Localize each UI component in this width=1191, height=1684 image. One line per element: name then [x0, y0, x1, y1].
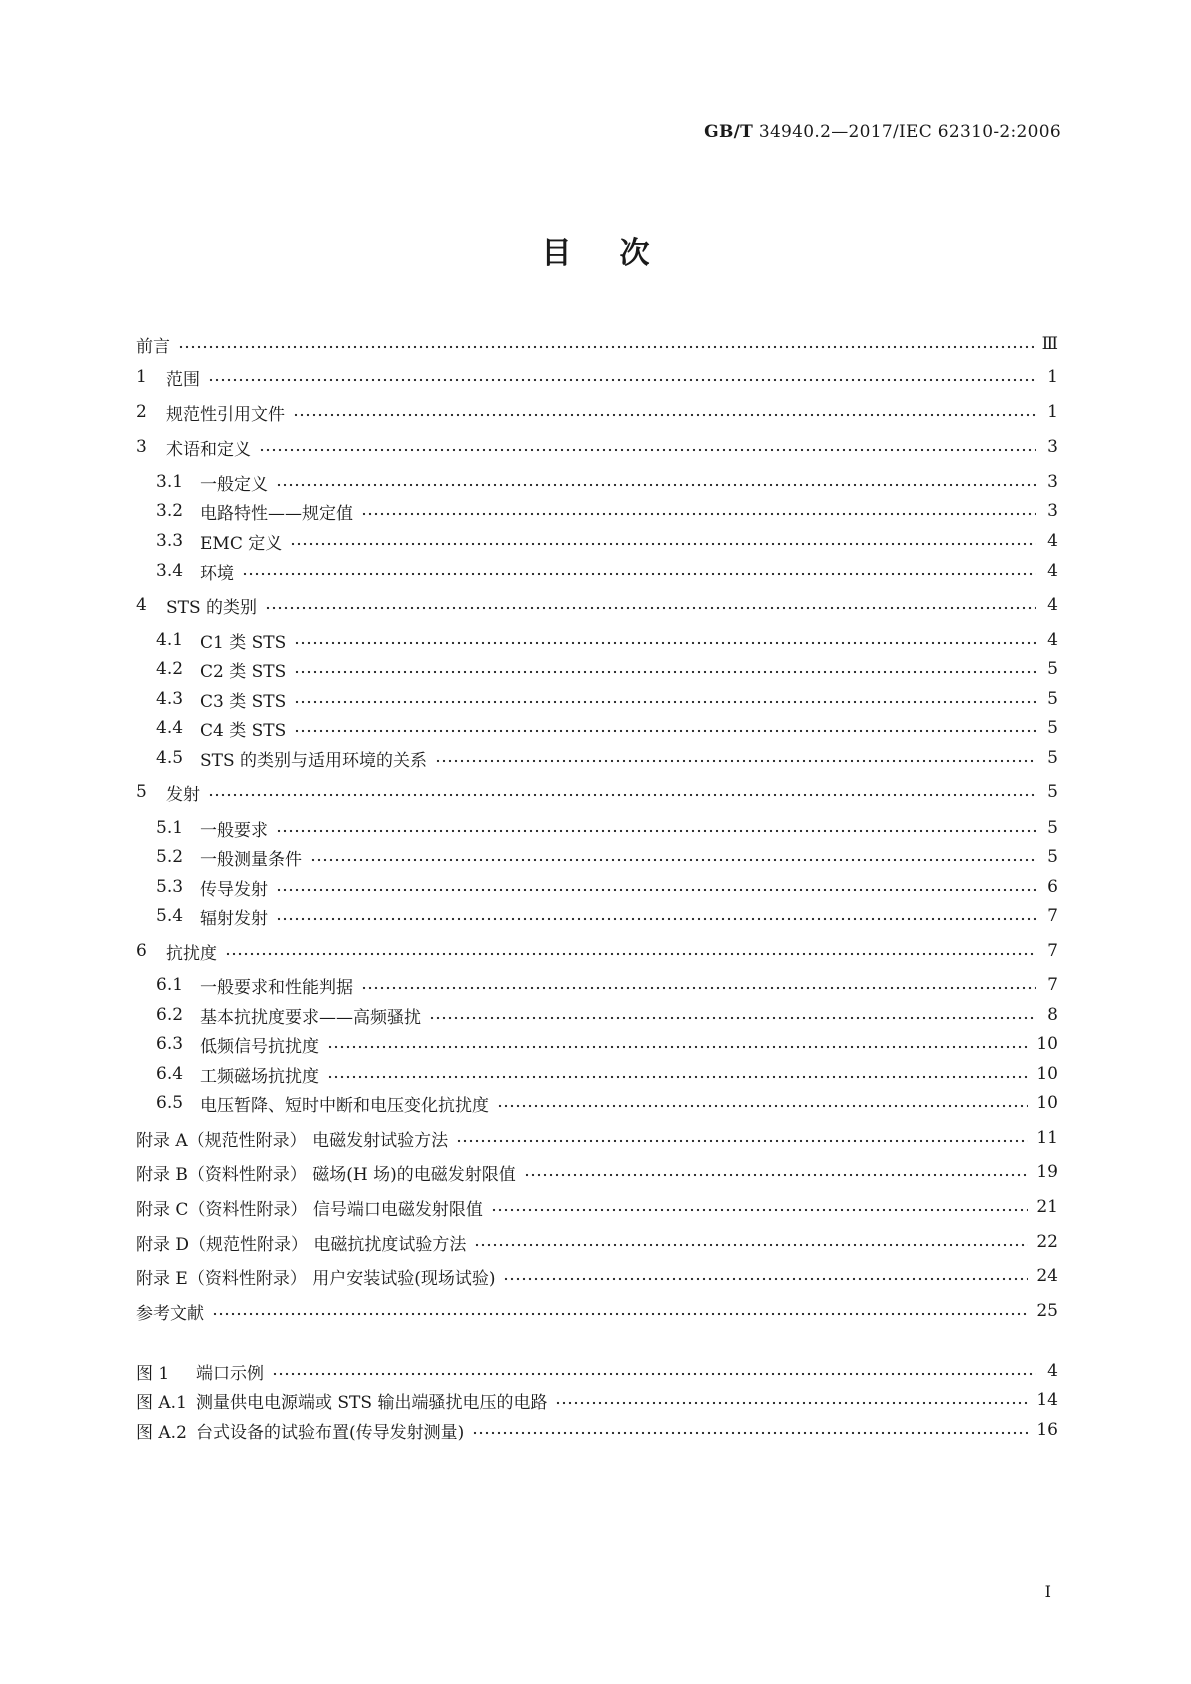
toc-entry[interactable] [136, 435, 1058, 459]
toc-entry[interactable] [156, 1003, 1058, 1027]
figure-page: 14 [1036, 1390, 1058, 1410]
toc-entry-page: 4 [1047, 531, 1058, 551]
toc-entry-page: 5 [1047, 659, 1058, 679]
toc-entry-number: 4 [136, 595, 147, 615]
toc-entry[interactable] [136, 400, 1058, 424]
dot-leader [294, 700, 1036, 704]
toc-entry-label: STS 的类别 [166, 597, 258, 618]
toc-entry-label: C3 类 STS [200, 691, 287, 712]
toc-entry[interactable] [156, 1091, 1058, 1115]
dot-leader [294, 670, 1036, 674]
toc-entry-number: 6.1 [156, 975, 184, 995]
toc-entry-page: 5 [1047, 748, 1058, 768]
dot-leader [294, 729, 1036, 733]
toc-entry-page: 7 [1047, 941, 1058, 961]
toc-entry[interactable] [156, 746, 1058, 770]
dot-leader [276, 888, 1036, 892]
toc-entry-page: 7 [1047, 975, 1058, 995]
toc-entry[interactable] [136, 1160, 1058, 1184]
toc-entry[interactable] [156, 529, 1058, 553]
dot-leader [276, 829, 1036, 833]
toc-entry[interactable] [156, 687, 1058, 711]
standard-number-header [704, 122, 1061, 142]
toc-entry-label: 规范性引用文件 [166, 404, 285, 425]
toc-entry-number: 4.4 [156, 718, 184, 738]
dot-leader [294, 641, 1036, 645]
toc-entry-label: C2 类 STS [200, 661, 287, 682]
toc-entry[interactable] [156, 1062, 1058, 1086]
toc-entry-page: 3 [1047, 472, 1058, 492]
toc-entry-number: 4.5 [156, 748, 184, 768]
dot-leader [503, 1277, 1028, 1281]
dot-leader [456, 1139, 1028, 1143]
page-number: I [1044, 1582, 1051, 1601]
toc-entry-label: 工频磁场抗扰度 [200, 1066, 319, 1087]
figure-number: 图 A.1 [136, 1392, 187, 1413]
dot-leader [293, 413, 1036, 417]
toc-entry-label: 辐射发射 [200, 908, 268, 929]
toc-entry-number: 6.3 [156, 1034, 184, 1054]
toc-entry-label: 电路特性——规定值 [200, 503, 353, 524]
toc-entry-label: EMC 定义 [200, 533, 283, 554]
toc-entry-number: 3.1 [156, 472, 184, 492]
toc-entry-label: 低频信号抗扰度 [200, 1036, 319, 1057]
toc-entry-page: 4 [1047, 595, 1058, 615]
figure-title: 端口示例 [196, 1363, 264, 1384]
figure-page: 16 [1036, 1420, 1058, 1440]
toc-entry[interactable] [156, 845, 1058, 869]
figure-page: 4 [1047, 1361, 1058, 1381]
toc-entry-page: 1 [1047, 367, 1058, 387]
toc-entry-label: C4 类 STS [200, 720, 287, 741]
dot-leader [474, 1243, 1028, 1247]
toc-entry-label: 一般要求 [200, 820, 268, 841]
toc-entry[interactable] [156, 470, 1058, 494]
toc-entry-page: 10 [1036, 1064, 1058, 1084]
toc-entry-label: STS 的类别与适用环境的关系 [200, 750, 428, 771]
toc-entry[interactable] [156, 904, 1058, 928]
toc-entry-page: 24 [1036, 1266, 1058, 1286]
toc-entry-label: 一般要求和性能判据 [200, 977, 353, 998]
dot-leader [435, 759, 1036, 763]
toc-entry-label: 附录 E（资料性附录） 用户安装试验(现场试验) [136, 1268, 496, 1289]
toc-entry-label: 基本抗扰度要求——高频骚扰 [200, 1007, 421, 1028]
toc-entry-number: 6.2 [156, 1005, 184, 1025]
toc-entry[interactable] [136, 365, 1058, 389]
dot-leader [178, 345, 1034, 349]
toc-entry[interactable] [156, 816, 1058, 840]
dot-leader [327, 1045, 1028, 1049]
toc-entry[interactable] [156, 559, 1058, 583]
dot-leader [276, 917, 1036, 921]
toc-entry-page: 4 [1047, 561, 1058, 581]
toc-entry-number: 5.2 [156, 847, 184, 867]
toc-entry[interactable] [136, 1264, 1058, 1288]
figure-number: 图 A.2 [136, 1422, 187, 1443]
toc-entry-page: 5 [1047, 847, 1058, 867]
toc-entry[interactable] [156, 628, 1058, 652]
toc-entry[interactable] [136, 939, 1058, 963]
toc-entry[interactable] [156, 657, 1058, 681]
toc-entry-label: C1 类 STS [200, 632, 287, 653]
toc-entry-page: 5 [1047, 782, 1058, 802]
toc-entry-number: 6.5 [156, 1093, 184, 1113]
toc-entry-number: 4.2 [156, 659, 184, 679]
toc-entry-label: 环境 [200, 563, 234, 584]
toc-entry-number: 2 [136, 402, 147, 422]
toc-entry-label: 附录 A（规范性附录） 电磁发射试验方法 [136, 1130, 449, 1151]
dot-leader [242, 572, 1036, 576]
dot-leader [225, 952, 1036, 956]
figure-number: 图 1 [136, 1363, 170, 1384]
dot-leader [272, 1372, 1036, 1376]
toc-entry-label: 传导发射 [200, 879, 268, 900]
toc-entry-label: 范围 [166, 369, 200, 390]
toc-entry-number: 3.3 [156, 531, 184, 551]
toc-entry[interactable] [136, 1195, 1058, 1219]
figure-list-entry[interactable] [136, 1359, 1058, 1383]
toc-entry[interactable] [136, 332, 1058, 356]
toc-entry-label: 一般定义 [200, 474, 268, 495]
toc-entry-number: 3.4 [156, 561, 184, 581]
toc-entry-label: 附录 C（资料性附录） 信号端口电磁发射限值 [136, 1199, 483, 1220]
toc-entry-page: Ⅲ [1041, 334, 1058, 354]
toc-entry[interactable] [136, 1230, 1058, 1254]
toc-entry-page: 3 [1047, 501, 1058, 521]
toc-entry-number: 6.4 [156, 1064, 184, 1084]
toc-entry-number: 6 [136, 941, 147, 961]
dot-leader [290, 542, 1036, 546]
toc-entry-label: 发射 [166, 784, 200, 805]
toc-entry-number: 5.3 [156, 877, 184, 897]
toc-entry-number: 4.3 [156, 689, 184, 709]
dot-leader [524, 1173, 1029, 1177]
page-title: 目次 [541, 236, 698, 271]
toc-entry[interactable] [136, 593, 1058, 617]
toc-entry[interactable] [156, 499, 1058, 523]
dot-leader [265, 606, 1036, 610]
toc-entry-page: 7 [1047, 906, 1058, 926]
toc-entry-number: 3.2 [156, 501, 184, 521]
dot-leader [361, 512, 1036, 516]
toc-entry-page: 10 [1036, 1093, 1058, 1113]
toc-entry[interactable] [136, 1126, 1058, 1150]
toc-entry[interactable] [136, 780, 1058, 804]
dot-leader [208, 793, 1036, 797]
toc-entry[interactable] [156, 716, 1058, 740]
toc-entry-label: 附录 B（资料性附录） 磁场(H 场)的电磁发射限值 [136, 1164, 516, 1185]
toc-entry-label: 电压暂降、短时中断和电压变化抗扰度 [200, 1095, 489, 1116]
toc-entry-label: 附录 D（规范性附录） 电磁抗扰度试验方法 [136, 1234, 467, 1255]
standard-code: GB/T [704, 122, 754, 142]
toc-entry[interactable] [156, 875, 1058, 899]
dot-leader [555, 1401, 1028, 1405]
standard-number: 34940.2—2017/IEC 62310-2:2006 [753, 122, 1061, 142]
dot-leader [208, 378, 1036, 382]
toc-entry-page: 11 [1036, 1128, 1058, 1148]
toc-entry-page: 8 [1047, 1005, 1058, 1025]
figure-list-entry[interactable] [136, 1388, 1058, 1412]
toc-entry-page: 3 [1047, 437, 1058, 457]
toc-entry-page: 5 [1047, 718, 1058, 738]
figure-title: 测量供电电源端或 STS 输出端骚扰电压的电路 [196, 1392, 548, 1413]
toc-entry-page: 21 [1036, 1197, 1058, 1217]
dot-leader [310, 858, 1036, 862]
dot-leader [497, 1104, 1028, 1108]
toc-entry-label: 参考文献 [136, 1303, 204, 1324]
toc-entry-page: 1 [1047, 402, 1058, 422]
dot-leader [472, 1431, 1028, 1435]
toc-entry-number: 3 [136, 437, 147, 457]
toc-entry-page: 5 [1047, 818, 1058, 838]
toc-entry-label: 一般测量条件 [200, 849, 302, 870]
toc-entry-number: 5.1 [156, 818, 184, 838]
dot-leader [429, 1016, 1036, 1020]
toc-entry-number: 4.1 [156, 630, 184, 650]
toc-entry-number: 5.4 [156, 906, 184, 926]
toc-entry-page: 25 [1036, 1301, 1058, 1321]
toc-entry-page: 10 [1036, 1034, 1058, 1054]
figure-title: 台式设备的试验布置(传导发射测量) [196, 1422, 465, 1443]
toc-entry-page: 19 [1036, 1162, 1058, 1182]
toc-entry-number: 5 [136, 782, 147, 802]
toc-entry[interactable] [136, 1299, 1058, 1323]
dot-leader [491, 1208, 1029, 1212]
dot-leader [212, 1312, 1028, 1316]
toc-entry-page: 5 [1047, 689, 1058, 709]
toc-entry-page: 22 [1036, 1232, 1058, 1252]
toc-entry-label: 术语和定义 [166, 439, 251, 460]
toc-entry-label: 前言 [136, 336, 170, 357]
toc-entry-page: 4 [1047, 630, 1058, 650]
dot-leader [259, 448, 1036, 452]
toc-entry-number: 1 [136, 367, 147, 387]
dot-leader [327, 1075, 1028, 1079]
toc-entry-label: 抗扰度 [166, 943, 217, 964]
toc-entry[interactable] [156, 1032, 1058, 1056]
dot-leader [276, 483, 1036, 487]
toc-entry-page: 6 [1047, 877, 1058, 897]
toc-entry[interactable] [156, 973, 1058, 997]
figure-list-entry[interactable] [136, 1418, 1058, 1442]
dot-leader [361, 986, 1036, 990]
